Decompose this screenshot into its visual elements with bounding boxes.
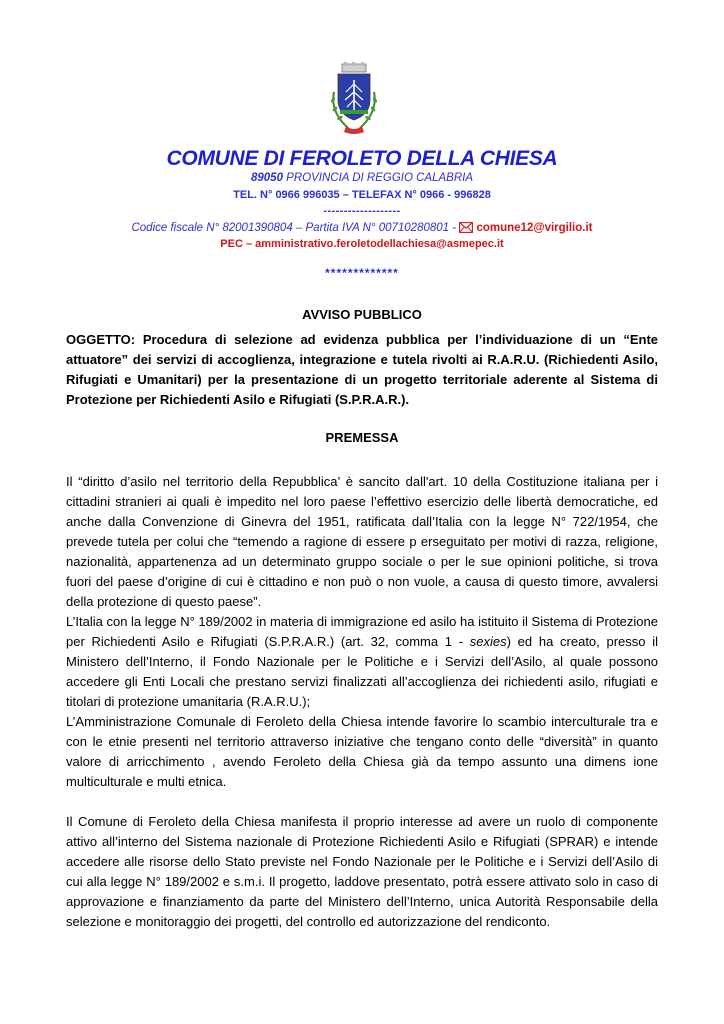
paragraph-legge-189-part2: ) ed ha creato, presso il Ministero dell’Interno, il Fondo Nazionale per le Politiche e i Servizi dell’Asilo, al quale possono accedere gli Enti Locali che prestano servizi finalizzati all’accoglienza dei richiedenti asilo, rifugiati e titolari di protezione umanitaria (R.A.R.U.); [66, 634, 658, 709]
paragraph-diritto-asilo: Il “diritto d’asilo nel territorio della Repubblica’ è sancito dall'art. 10 della Costituzione italiana per i cittadini stranieri ai quali è impedito nel loro paese l’effettivo esercizio delle libertà democratiche, ed anche dalla Convenzione di Ginevra del 1951, ratificata dall’Italia con la legge N° 722/1954, che prevede tutela per colui che “temendo a ragione di essere p erseguitato per motivi di razza, religione, nazionalità, appartenenza ad un determinato gruppo sociale o per le sue opinioni politiche, si trova fuori del paese d’origine di cui è cittadino e non può o non vuole, a causa di questo timore, avvalersi della protezione di questo paese”. [66, 474, 658, 609]
oggetto-paragraph: OGGETTO: Procedura di selezione ad evidenza pubblica per l’individuazione di un “Ente attuatore” dei servizi di accoglienza, integrazione e tutela rivolti ai R.A.R.U. (Richiedenti Asilo, Rifugiati e Umanitari) per la presentazione di un progetto territoriale aderente al Sistema di Protezione per Richiedenti Asilo e Rifugiati (S.P.R.A.R.). [66, 332, 658, 407]
pec-line[interactable]: PEC – amministrativo.feroletodellachiesa@asmepec.it [220, 238, 504, 250]
paragraph-amministrazione: L’Amministrazione Comunale di Feroleto della Chiesa intende favorire lo scambio interculturale tra e con le etnie presenti nel territorio attraverso iniziative che tengano conto delle “diversità” in quanto valore di arricchimento , avendo Feroleto della Chiesa già da tempo assunto una dimens ione multiculturale e multi etnica. [66, 714, 658, 789]
postcode: 89050 [251, 172, 283, 184]
fiscal-code: Codice fiscale N° 82001390804 – Partita IVA N° 00710280801 - [131, 222, 460, 234]
paragraph-legge-189-part1: L’Italia con la legge N° 189/2002 in materia di immigrazione ed asilo ha istituito il Sistema di Protezione per Richiedenti Asilo e Rifugiati (S.P.R.A.R.) (art. 32, comma 1 - [66, 614, 658, 649]
envelope-icon [459, 222, 473, 233]
email-link[interactable]: comune12@virgilio.it [476, 222, 593, 234]
province: PROVINCIA DI REGGIO CALABRIA [282, 172, 473, 184]
avviso-heading: AVVISO PUBBLICO [302, 307, 422, 322]
municipality-title: COMUNE DI FEROLETO DELLA CHIESA [166, 147, 558, 170]
premessa-heading: PREMESSA [325, 430, 399, 445]
phone-line: TEL. N° 0966 996035 – TELEFAX N° 0966 - 996828 [233, 189, 491, 201]
fiscal-line [0, 222, 724, 234]
paragraph-legge-189-emphasis: sexies [469, 634, 507, 649]
address-line [0, 172, 724, 184]
paragraph-comune-interesse: Il Comune di Feroleto della Chiesa manifesta il proprio interesse ad avere un ruolo di componente attivo all’interno del Sistema nazionale di Protezione Richiedenti Asilo e Rifugiati (SPRAR) e intende accedere alle risorse dello Stato previste nel Fondo Nazionale per le Politiche e i Servizi dell’Asilo di cui alla legge N° 189/2002 e s.m.i. Il progetto, laddove presentato, potrà essere attivato solo in caso di approvazione e finanziamento da parte del Ministero dell’Interno, unica Autorità Responsabile della selezione e monitoraggio dei progetti, del controllo ed autorizzazione del rendiconto. [66, 814, 658, 929]
municipal-crest-logo [324, 62, 384, 138]
header-stars-divider: ************* [325, 266, 399, 280]
header-divider: ------------------- [323, 205, 401, 217]
paragraph-legge-189 [66, 612, 658, 712]
